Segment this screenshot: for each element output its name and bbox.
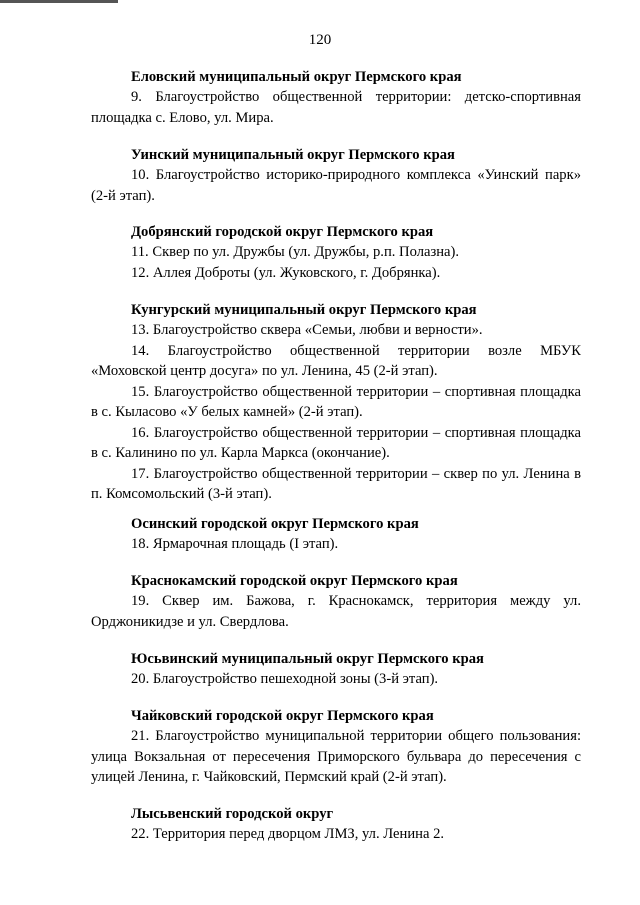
list-item: 9. Благоустройство общественной территории: детско-спортивная площадка с. Елово, ул. Мира. — [91, 89, 581, 126]
section-heading: Уинский муниципальный округ Пермского края — [131, 147, 455, 163]
section-heading: Лысьвенский городской округ — [131, 806, 334, 822]
section-kungursky — [91, 300, 581, 505]
section-krasnokamsky — [91, 571, 581, 632]
scan-edge-mark — [0, 0, 118, 3]
list-item: 12. Аллея Доброты (ул. Жуковского, г. Добрянка). — [131, 264, 441, 281]
page-number: 120 — [308, 32, 332, 48]
list-item: 14. Благоустройство общественной территории возле МБУК «Моховской центр досуга» по ул. Ленина, 45 (2-й этап). — [91, 342, 581, 379]
list-item: 11. Сквер по ул. Дружбы (ул. Дружбы, р.п. Полазна). — [131, 244, 460, 260]
section-heading: Чайковский городской округ Пермского края — [131, 708, 434, 724]
list-item: 22. Территория перед дворцом ЛМЗ, ул. Ленина 2. — [131, 826, 445, 842]
list-item: 13. Благоустройство сквера «Семьи, любви и верности». — [131, 322, 483, 338]
list-item: 20. Благоустройство пешеходной зоны (3-й этап). — [131, 671, 439, 687]
section-heading: Добрянский городской округ Пермского края — [131, 224, 434, 240]
list-item: 19. Сквер им. Бажова, г. Краснокамск, территория между ул. Орджоникидзе и ул. Свердлова. — [91, 593, 581, 630]
list-item: 18. Ярмарочная площадь (I этап). — [131, 536, 339, 552]
section-heading: Еловский муниципальный округ Пермского края — [131, 69, 462, 85]
section-lysvensky — [91, 804, 581, 845]
section-uinsky — [91, 145, 581, 206]
section-dobryansky — [91, 222, 581, 283]
list-item: 15. Благоустройство общественной территории – спортивная площадка в с. Кыласово «У белых камней» (2-й этап). — [91, 383, 581, 420]
list-item: 21. Благоустройство муниципальной территории общего пользования: улица Вокзальная от пересечения Приморского бульвара до пересечения с улицей Ленина, г. Чайковский, Пермский край (2-й этап). — [91, 728, 581, 785]
section-chaikovsky — [91, 706, 581, 788]
section-yusvinsky — [91, 649, 581, 690]
section-heading: Осинский городской округ Пермского края — [131, 516, 419, 532]
section-heading: Кунгурский муниципальный округ Пермского края — [131, 302, 477, 318]
section-heading: Юсьвинский муниципальный округ Пермского края — [131, 651, 484, 667]
list-item: 10. Благоустройство историко-природного комплекса «Уинский парк» (2-й этап). — [91, 167, 581, 204]
list-item: 16. Благоустройство общественной территории – спортивная площадка в с. Калинино по ул. Карла Маркса (окончание). — [91, 424, 581, 461]
section-osinsky — [91, 514, 581, 555]
list-item: 17. Благоустройство общественной территории – сквер по ул. Ленина в п. Комсомольский (3-й этап). — [91, 465, 581, 502]
section-heading: Краснокамский городской округ Пермского края — [131, 573, 458, 589]
section-elovsky — [91, 67, 581, 128]
